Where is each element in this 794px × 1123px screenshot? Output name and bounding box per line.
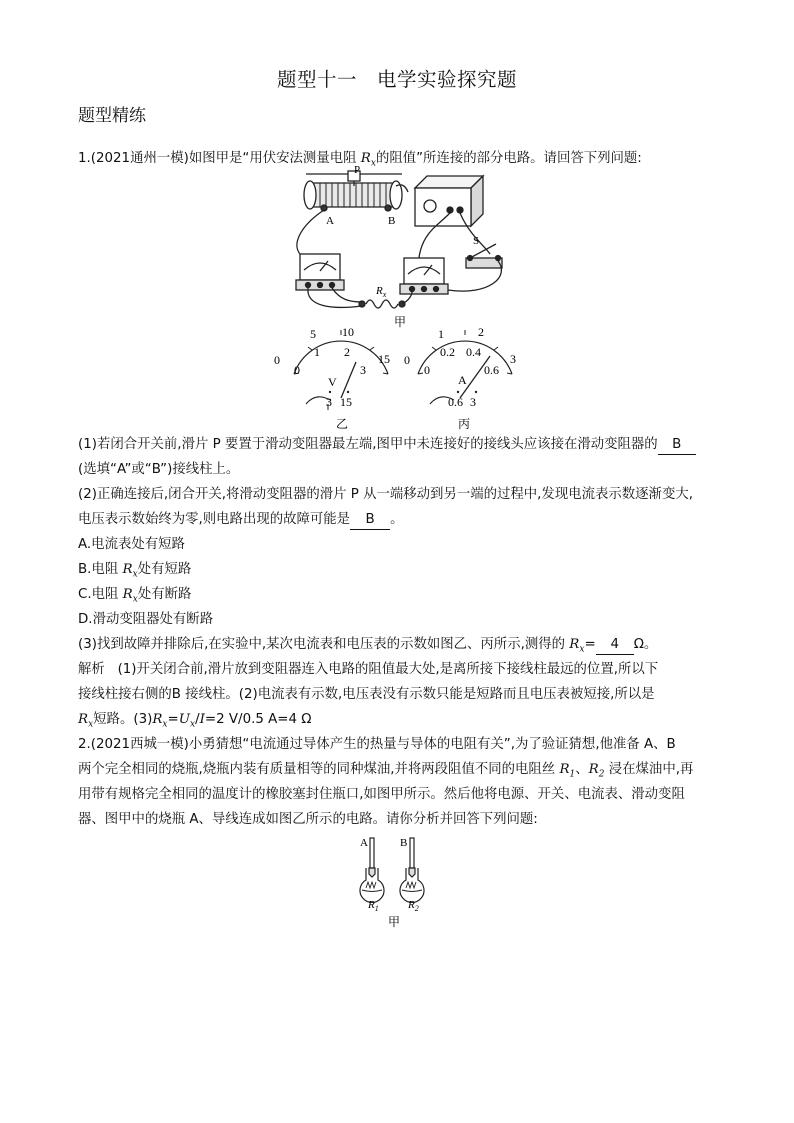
flask-label-r2: $R_2$ <box>408 899 419 913</box>
q1-part3: (3)找到故障并排除后,在实验中,某次电流表和电压表的示数如图乙、丙所示,测得的 $R_x= 4$ Ω。 <box>78 637 658 655</box>
q2-line3: 用带有规格完全相同的温度计的橡胶塞封住瓶口,如图甲所示。然后他将电源、开关、电流表、滑动变阻 <box>78 787 685 802</box>
q1-part1-line1: (1)若闭合开关前,滑片 P 要置于滑动变阻器最左端,图甲中未连接好的接线头应该接在滑动变阻器的 B <box>78 436 696 455</box>
label-p: P <box>354 166 361 176</box>
v-tick-outer-0: 0 <box>274 353 280 367</box>
caption-bing: 丙 <box>458 417 471 431</box>
q1-stem-text: 1.(2021通州一模)如图甲是“用伏安法测量电阻 <box>78 151 357 166</box>
q2-line2: 两个完全相同的烧瓶,烧瓶内装有质量相等的同种煤油,并将两段阻值不同的电阻丝 $R_1$、$R_2$ 浸在煤油中,再 <box>78 762 694 780</box>
analysis-label: 解析 <box>78 662 105 677</box>
v-tick-inner-0: 0 <box>294 363 300 377</box>
label-rx: $R_x$ <box>376 285 387 299</box>
page-title: 题型十一 电学实验探究题 <box>276 68 517 91</box>
q2-line4: 器、图甲中的烧瓶 A、导线连成如图乙所示的电路。请你分析并回答下列问题: <box>78 812 538 827</box>
q1-option-c: C.电阻 $R_x$处有断路 <box>78 587 192 605</box>
flask-label-r1: $R_1$ <box>368 899 379 913</box>
a-letter: A <box>458 373 467 387</box>
q2-flasks-figure <box>352 832 442 932</box>
voltmeter-icon <box>296 254 344 290</box>
q1-part2-line2: 电压表示数始终为零,则电路出现的故障可能是 B 。 <box>78 511 403 530</box>
v-tick-outer-1: 5 <box>310 327 316 341</box>
q1-analysis-line2: 接线柱接右侧的B 接线柱。(2)电流表有示数,电压表没有示数只能是短路而且电压表被短接,所以是 <box>78 687 655 702</box>
q1-option-a: A.电流表处有短路 <box>78 537 185 552</box>
a-tick-outer-2: 2 <box>478 325 484 339</box>
caption-jia: 甲 <box>394 315 407 329</box>
q1-stem-end: 的阻值”所连接的部分电路。请回答下列问题: <box>375 151 642 166</box>
ammeter-dial-bing <box>404 325 516 431</box>
v-tick-inner-2: 2 <box>344 345 350 359</box>
a-term-0: 0.6 <box>448 395 463 409</box>
q2-line1: 2.(2021西城一模)小勇猜想“电流通过导体产生的热量与导体的电阻有关”,为了验证猜想,他准备 A、B <box>78 737 676 752</box>
q1-part1-line2: (选填“A”或“B”)接线柱上。 <box>78 462 240 477</box>
q1-analysis-line3: $R_x$短路。$(3)R_x=U_x/I=2$ V/0.5 A=4 Ω <box>78 712 312 730</box>
a-tick-inner-2: 0.4 <box>466 345 481 359</box>
caption-yi: 乙 <box>336 417 349 431</box>
label-s: S <box>473 235 480 247</box>
ammeter-icon <box>400 258 448 294</box>
flask-label-b: B <box>400 837 408 849</box>
v-letter: V <box>328 375 337 389</box>
a-tick-outer-3: 3 <box>510 352 516 366</box>
q1-part2-line1: (2)正确连接后,闭合开关,将滑动变阻器的滑片 P 从一端移动到另一端的过程中,发现电流表示数逐渐变大, <box>78 487 693 502</box>
label-a: A <box>326 215 334 227</box>
v-tick-outer-3: 15 <box>378 352 390 366</box>
label-b: B <box>388 215 396 227</box>
q1-circuit-figure <box>270 166 530 432</box>
q1-option-d: D.滑动变阻器处有断路 <box>78 612 214 627</box>
q1-part2-answer: B <box>350 511 390 530</box>
q2-caption-jia: 甲 <box>388 915 401 929</box>
q1-part3-answer: 4 <box>596 636 634 655</box>
resistor-rx-icon <box>359 300 405 308</box>
v-term-0: 3 <box>326 395 332 409</box>
v-tick-inner-1: 1 <box>314 345 320 359</box>
q1-stem-rx: $R_x$ <box>360 151 376 169</box>
a-tick-inner-3: 0.6 <box>484 363 499 377</box>
a-tick-outer-0: 0 <box>404 353 410 367</box>
q1-option-b: B.电阻 $R_x$处有短路 <box>78 562 192 580</box>
a-tick-inner-0: 0 <box>424 363 430 377</box>
q1-analysis-line1: 解析 (1)开关闭合前,滑片放到变阻器连入电路的阻值最大处,是离所接下接线柱最远的位置,所以下 <box>78 662 659 677</box>
q1-part1-answer: B <box>658 436 696 455</box>
v-tick-outer-2: 10 <box>342 325 354 339</box>
section-heading: 题型精练 <box>78 106 146 126</box>
a-term-1: 3 <box>470 395 476 409</box>
a-tick-inner-1: 0.2 <box>440 345 455 359</box>
rheostat-icon <box>304 171 402 211</box>
flask-label-a: A <box>360 837 368 849</box>
voltmeter-dial-yi <box>274 325 390 431</box>
v-tick-inner-3: 3 <box>360 363 366 377</box>
a-tick-outer-1: 1 <box>438 327 444 341</box>
power-supply-icon <box>415 176 483 226</box>
v-term-1: 15 <box>340 395 352 409</box>
